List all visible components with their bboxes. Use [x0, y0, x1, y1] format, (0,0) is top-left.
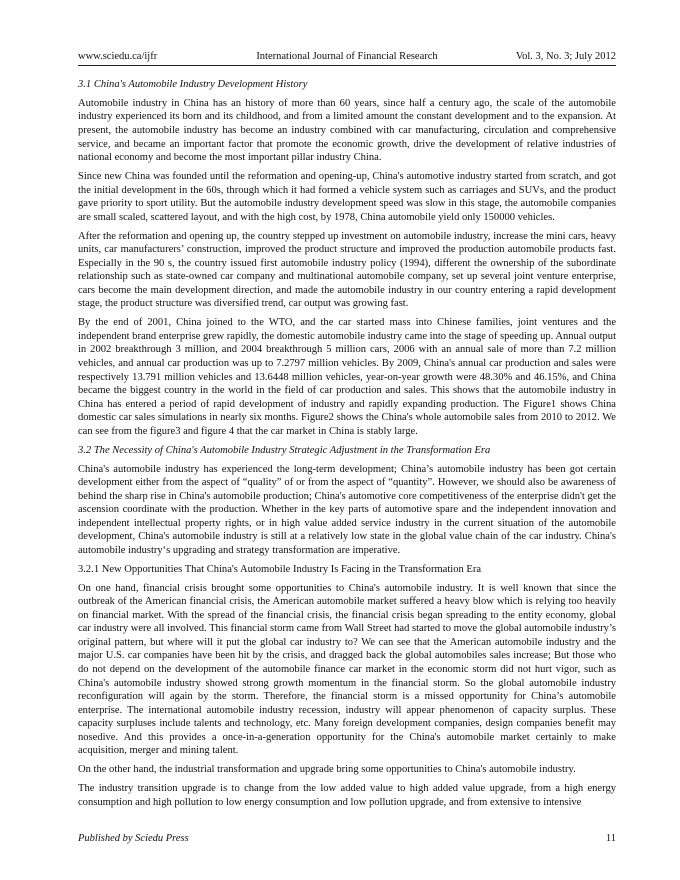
paragraph: After the reformation and opening up, the country stepped up investment on automobile industry, increase the mini cars, heavy units, car manufacturers’ construction, improved the product structure and improved the production automobile products fast. Especially in the 90 s, the country issued first automobile industry policy (1994), different the ownership of the subordinate relationship such as state-owned car company and multinational automobile company, set up several joint venture enterprise, cars become the main development direction, and made the automobile industry in our country entering a rapid development stage, the product structure was diversified trend, car output was growing fast. — [78, 230, 616, 310]
subsection-heading-3-2-1: 3.2.1 New Opportunities That China's Automobile Industry Is Facing in the Transformation Era — [78, 563, 482, 575]
article-body — [78, 78, 616, 815]
paragraph: On one hand, financial crisis brought some opportunities to China's automobile industry. It is well known that since the outbreak of the American financial crisis, the American automobile market suffered a heavy blow which is relying too heavily on financial market. With the spread of the financial crisis, the financial crisis began spreading to the entity economy, global car industry were all involved. This financial storm came from Wall Street had started to move the global automobile industry’s original pattern, but where will it put the global car industry to? We can see that the American automobile industry and the major U.S. car companies have been hit by the crisis, and dragged back the global automobiles sales increase; But those who do not depend on the development of the automobile finance car market in the economic storm did not hurt vigor, such as China's automobile industry showed strong growth momentum in the financial storm. So the global automobile industry reconfiguration will again by the storm. Therefore, the financial storm is a missed opportunity for China’s automobile enterprise. The international automobile industry recession, industry will appear phenomenon of capacity surplus. These capacity surpluses include talents and technology, etc. Many foreign development companies, design companies benefit may nosedive. And this provides a once-in-a-generation opportunity for the China's automobile market certainly to make acquisition, merger and mining talent. — [78, 582, 616, 757]
page-header — [78, 50, 616, 64]
paragraph: On the other hand, the industrial transformation and upgrade bring some opportunities to China's automobile industry. — [78, 764, 576, 776]
paragraph: Since new China was founded until the reformation and opening-up, China's automotive industry started from scratch, and got the initial development in the 60s, through which it had formed a vehicle system such as carriages and SUVs, and the product gave priority to sport utility. But the automobile industry development speed was slow in this stage, the automobile companies are small scaled, scattered layout, and with the high cost, by 1978, China automobile yield only 150000 vehicles. — [78, 171, 616, 223]
journal-url: www.sciedu.ca/ijfr — [78, 51, 158, 62]
issue-info: Vol. 3, No. 3; July 2012 — [515, 51, 616, 62]
journal-title: International Journal of Financial Research — [256, 51, 438, 62]
paragraph: By the end of 2001, China joined to the WTO, and the car started mass into Chinese families, joint ventures and the independent brand enterprise grew rapidly, the domestic automobile industry came into the stage of speeding up. Annual output in 2002 breakthrough 3 million, and 2004 breakthrough 5 million cars, 2006 with an annual sale of more than 7.2 million vehicles, and annual car production was up to 7.2797 million vehicles. By 2009, China's annual car production and sales were respectively 13.791 million vehicles and 13.6448 million vehicles, year-on-year growth were 48.30% and 46.15%, and China became the biggest country in the world in the field of car production and sales. This shows that the automobile industry in China has entered a period of rapid development of industry and rapidly expanding production. The Figure1 shows China domestic car sales simulations in nearly six months. Figure2 shows the China's whole automobile sales from 2010 to 2012. We can see from the figure3 and figure 4 that the car market in China is stably large. — [78, 317, 616, 437]
page-number: 11 — [605, 833, 616, 844]
paragraph: China's automobile industry has experienced the long-term development; China’s automobile industry has been got certain development either from the aspect of “quality” of or from the aspect of “quantity”. However, we should also be awareness of behind the sharp rise in China's automobile production; China's automotive core competitiveness of the enterprise didn't get the ascension coordinate with the production. Whether in the key parts of automotive spare and the independent innovation and independent intellectual property rights, or in high value added service industry in the current situation of the automobile development, China's automobile industry is still at a relatively low state in the global value chain of the car industry. China's automobile industry‘s upgrading and strategy transformation are imperative. — [78, 463, 616, 556]
page-footer — [78, 832, 616, 846]
section-heading-3-1: 3.1 China's Automobile Industry Development History — [78, 79, 308, 90]
paragraph: Automobile industry in China has an history of more than 60 years, since half a century ago, the scale of the automobile industry experienced its born and its childhood, and from a limited amount the constant development and to the expansion. At present, the automobile industry has become an industry combined with car manufacturing, circulation and comprehensive service, and became an important factor that promote the economic growth, drive the development of relative industries of national economy and become the most important pillar industry China. — [78, 97, 616, 164]
section-heading-3-2: 3.2 The Necessity of China's Automobile Industry Strategic Adjustment in the Transformation Era — [78, 444, 491, 456]
paragraph: The industry transition upgrade is to change from the low added value to high added value upgrade, from a high energy consumption and high pollution to low energy consumption and low pollution upgrade, and from extensive to intensive — [78, 783, 616, 808]
publisher: Published by Sciedu Press — [78, 833, 189, 844]
header-rule — [78, 65, 616, 66]
